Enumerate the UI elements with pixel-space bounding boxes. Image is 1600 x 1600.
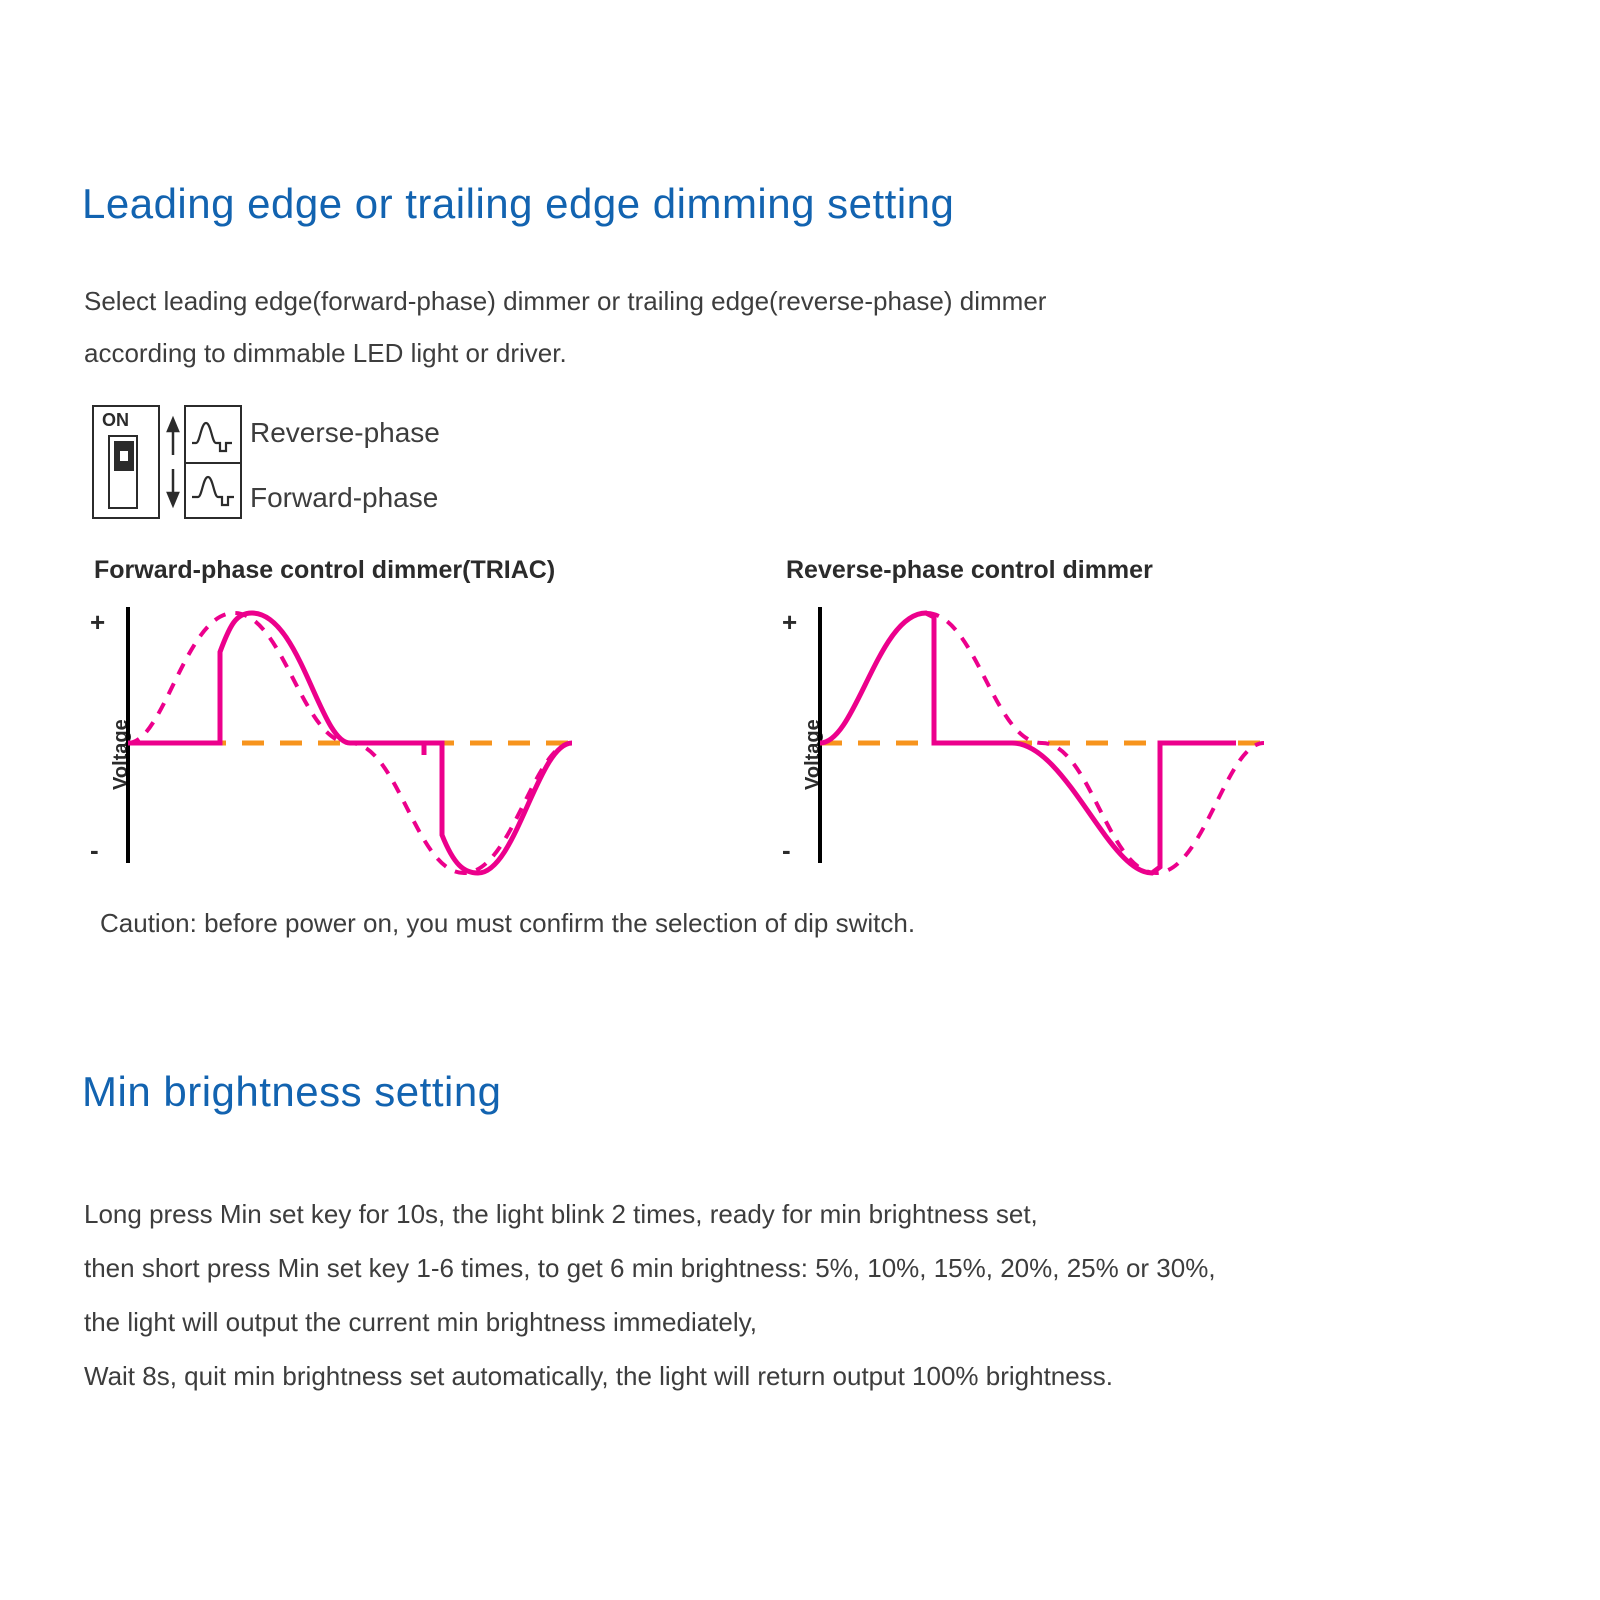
dip-switch-illustration	[92, 405, 440, 519]
dip-switch-down-label: Forward-phase	[250, 482, 439, 513]
graph-title-forward-phase: Forward-phase control dimmer(TRIAC)	[94, 556, 556, 584]
axis-label-plus-reverse: +	[782, 607, 798, 637]
axis-label-minus-forward: -	[90, 835, 99, 865]
dip-switch-knob-marker	[120, 451, 128, 461]
dip-switch-slot	[108, 435, 138, 509]
min-brightness-line-4: Wait 8s, quit min brightness set automatically, the light will return output 100% brightness.	[84, 1361, 1113, 1391]
min-brightness-line-2: then short press Min set key 1-6 times, to get 6 min brightness: 5%, 10%, 15%, 20%, 25% or 30%,	[84, 1253, 1216, 1283]
axis-label-minus-reverse: -	[782, 835, 791, 865]
section-heading-min-brightness: Min brightness setting	[82, 1068, 502, 1115]
axis-label-voltage-forward: Voltage	[110, 719, 132, 790]
dimming-paragraph-line-1: Select leading edge(forward-phase) dimmer or trailing edge(reverse-phase) dimmer	[84, 286, 1047, 316]
axis-label-plus-forward: +	[90, 607, 106, 637]
dip-switch-direction-arrows	[162, 405, 184, 519]
dip-switch-knob[interactable]	[114, 441, 134, 471]
chart-reverse-phase	[776, 595, 1296, 895]
caution-text: Caution: before power on, you must confirm the selection of dip switch.	[100, 908, 916, 938]
chart-forward-phase	[84, 595, 604, 895]
section-heading-dimming: Leading edge or trailing edge dimming setting	[82, 180, 955, 227]
dip-switch-waveform-cells	[184, 405, 242, 519]
min-brightness-line-3: the light will output the current min brightness immediately,	[84, 1307, 757, 1337]
dimming-paragraph-line-2: according to dimmable LED light or driver.	[84, 338, 567, 368]
reverse-phase-mini-waveform	[192, 423, 232, 451]
graph-title-reverse-phase: Reverse-phase control dimmer	[786, 556, 1153, 584]
reverse-phase-waveform-negative	[1012, 743, 1236, 873]
dip-switch-on-label: ON	[102, 410, 129, 430]
axis-label-voltage-reverse: Voltage	[802, 719, 824, 790]
forward-phase-mini-waveform	[192, 477, 234, 505]
min-brightness-line-1: Long press Min set key for 10s, the light blink 2 times, ready for min brightness set,	[84, 1199, 1038, 1229]
dip-switch-up-label: Reverse-phase	[250, 417, 440, 448]
dip-switch-body	[92, 405, 160, 519]
